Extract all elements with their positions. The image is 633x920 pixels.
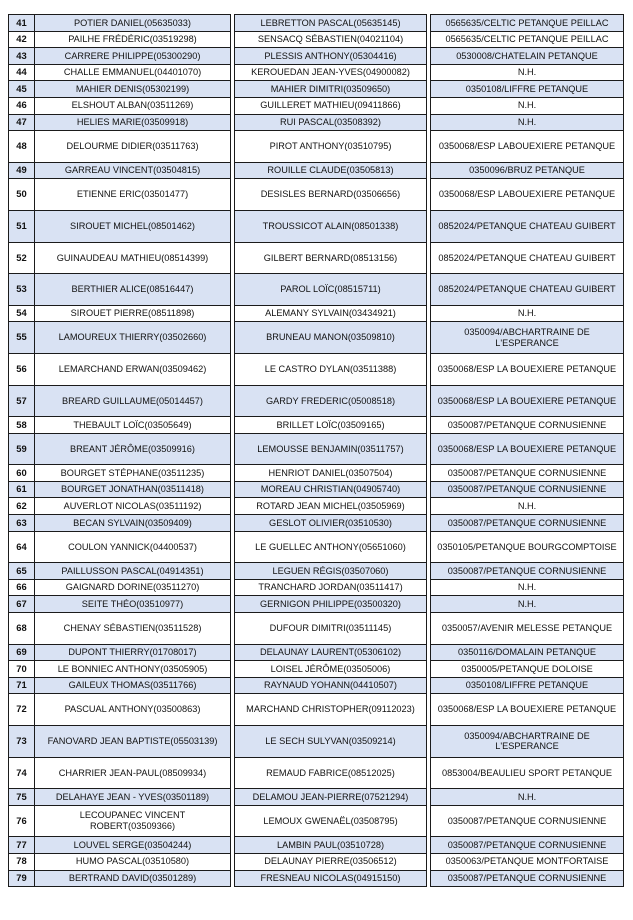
table-row bbox=[9, 805, 624, 837]
player-one-cell: ETIENNE ERIC(03501477) bbox=[35, 179, 231, 211]
club-cell: 0350087/PETANQUE CORNUSIENNE bbox=[431, 417, 624, 434]
team-number-cell: 62 bbox=[9, 498, 35, 515]
player-one-cell: COULON YANNICK(04400537) bbox=[35, 531, 231, 563]
team-number-cell: 77 bbox=[9, 837, 35, 854]
player-two-cell: PIROT ANTHONY(03510795) bbox=[235, 131, 427, 163]
player-one-cell: CHENAY SÉBASTIEN(03511528) bbox=[35, 613, 231, 645]
table-row bbox=[9, 515, 624, 532]
table-row bbox=[9, 789, 624, 806]
player-one-cell: LECOUPANEC VINCENT ROBERT(03509366) bbox=[35, 805, 231, 837]
player-two-cell: GESLOT OLIVIER(03510530) bbox=[235, 515, 427, 532]
player-one-cell: CHARRIER JEAN-PAUL(08509934) bbox=[35, 757, 231, 789]
player-one-cell: LAMOUREUX THIERRY(03502660) bbox=[35, 322, 231, 354]
team-number-cell: 61 bbox=[9, 481, 35, 498]
table-row bbox=[9, 179, 624, 211]
player-one-cell: DELOURME DIDIER(03511763) bbox=[35, 131, 231, 163]
club-cell: N.H. bbox=[431, 498, 624, 515]
team-number-cell: 44 bbox=[9, 64, 35, 81]
player-two-cell: GUILLERET MATHIEU(09411866) bbox=[235, 97, 427, 114]
table-row bbox=[9, 353, 624, 385]
team-number-cell: 68 bbox=[9, 613, 35, 645]
team-number-cell: 51 bbox=[9, 210, 35, 242]
player-one-cell: PASCUAL ANTHONY(03500863) bbox=[35, 694, 231, 726]
club-cell: 0350105/PETANQUE BOURGCOMPTOISE bbox=[431, 531, 624, 563]
club-cell: 0350108/LIFFRE PETANQUE bbox=[431, 677, 624, 694]
club-cell: 0350087/PETANQUE CORNUSIENNE bbox=[431, 563, 624, 580]
player-two-cell: GERNIGON PHILIPPE(03500320) bbox=[235, 596, 427, 613]
player-two-cell: ROUILLE CLAUDE(03505813) bbox=[235, 162, 427, 179]
player-one-cell: LE BONNIEC ANTHONY(03505905) bbox=[35, 661, 231, 678]
player-one-cell: SIROUET PIERRE(08511898) bbox=[35, 305, 231, 322]
team-number-cell: 73 bbox=[9, 726, 35, 758]
table-row bbox=[9, 64, 624, 81]
table-row bbox=[9, 837, 624, 854]
club-cell: 0350068/ESP LABOUEXIERE PETANQUE bbox=[431, 131, 624, 163]
club-cell: 0350057/AVENIR MELESSE PETANQUE bbox=[431, 613, 624, 645]
table-row bbox=[9, 322, 624, 354]
team-number-cell: 70 bbox=[9, 661, 35, 678]
table-row bbox=[9, 305, 624, 322]
club-cell: 0350087/PETANQUE CORNUSIENNE bbox=[431, 481, 624, 498]
player-one-cell: CARRERE PHILIPPE(05300290) bbox=[35, 48, 231, 65]
player-one-cell: BREARD GUILLAUME(05014457) bbox=[35, 385, 231, 417]
club-cell: 0350005/PETANQUE DOLOISE bbox=[431, 661, 624, 678]
player-two-cell: KEROUEDAN JEAN-YVES(04900082) bbox=[235, 64, 427, 81]
player-two-cell: FRESNEAU NICOLAS(04915150) bbox=[235, 870, 427, 887]
table-row bbox=[9, 210, 624, 242]
club-cell: N.H. bbox=[431, 97, 624, 114]
player-two-cell: REMAUD FABRICE(08512025) bbox=[235, 757, 427, 789]
table-row bbox=[9, 417, 624, 434]
team-number-cell: 71 bbox=[9, 677, 35, 694]
table-row bbox=[9, 97, 624, 114]
table-row bbox=[9, 677, 624, 694]
team-number-cell: 42 bbox=[9, 31, 35, 48]
team-number-cell: 74 bbox=[9, 757, 35, 789]
player-two-cell: ALEMANY SYLVAIN(03434921) bbox=[235, 305, 427, 322]
player-one-cell: HUMO PASCAL(03510580) bbox=[35, 853, 231, 870]
club-cell: 0350108/LIFFRE PETANQUE bbox=[431, 81, 624, 98]
player-one-cell: SIROUET MICHEL(08501462) bbox=[35, 210, 231, 242]
player-two-cell: LEMOUX GWENAËL(03508795) bbox=[235, 805, 427, 837]
table-row bbox=[9, 596, 624, 613]
player-two-cell: PAROL LOÏC(08515711) bbox=[235, 274, 427, 306]
table-row bbox=[9, 385, 624, 417]
player-two-cell: DESISLES BERNARD(03506656) bbox=[235, 179, 427, 211]
player-two-cell: LEMOUSSE BENJAMIN(03511757) bbox=[235, 433, 427, 465]
registration-sheet bbox=[8, 14, 623, 887]
player-two-cell: TRANCHARD JORDAN(03511417) bbox=[235, 579, 427, 596]
player-two-cell: DELAUNAY PIERRE(03506512) bbox=[235, 853, 427, 870]
player-two-cell: DUFOUR DIMITRI(03511145) bbox=[235, 613, 427, 645]
player-two-cell: SENSACQ SÉBASTIEN(04021104) bbox=[235, 31, 427, 48]
team-number-cell: 67 bbox=[9, 596, 35, 613]
club-cell: N.H. bbox=[431, 789, 624, 806]
table-row bbox=[9, 81, 624, 98]
table-row bbox=[9, 563, 624, 580]
player-one-cell: THEBAULT LOÏC(03505649) bbox=[35, 417, 231, 434]
team-number-cell: 46 bbox=[9, 97, 35, 114]
table-row bbox=[9, 726, 624, 758]
club-cell: 0852024/PETANQUE CHATEAU GUIBERT bbox=[431, 242, 624, 274]
table-row bbox=[9, 274, 624, 306]
player-one-cell: BERTHIER ALICE(08516447) bbox=[35, 274, 231, 306]
club-cell: 0350068/ESP LA BOUEXIERE PETANQUE bbox=[431, 433, 624, 465]
player-two-cell: LE SECH SULYVAN(03509214) bbox=[235, 726, 427, 758]
table-row bbox=[9, 481, 624, 498]
club-cell: 0350087/PETANQUE CORNUSIENNE bbox=[431, 837, 624, 854]
player-two-cell: LEBRETTON PASCAL(05635145) bbox=[235, 15, 427, 32]
table-row bbox=[9, 498, 624, 515]
player-one-cell: GARREAU VINCENT(03504815) bbox=[35, 162, 231, 179]
club-cell: 0350087/PETANQUE CORNUSIENNE bbox=[431, 515, 624, 532]
player-two-cell: LAMBIN PAUL(03510728) bbox=[235, 837, 427, 854]
player-two-cell: PLESSIS ANTHONY(05304416) bbox=[235, 48, 427, 65]
team-number-cell: 75 bbox=[9, 789, 35, 806]
player-two-cell: TROUSSICOT ALAIN(08501338) bbox=[235, 210, 427, 242]
player-two-cell: LOISEL JÉRÔME(03505006) bbox=[235, 661, 427, 678]
player-one-cell: BERTRAND DAVID(03501289) bbox=[35, 870, 231, 887]
team-number-cell: 58 bbox=[9, 417, 35, 434]
club-cell: 0350087/PETANQUE CORNUSIENNE bbox=[431, 465, 624, 482]
table-row bbox=[9, 579, 624, 596]
club-cell: 0530008/CHATELAIN PETANQUE bbox=[431, 48, 624, 65]
club-cell: N.H. bbox=[431, 305, 624, 322]
team-number-cell: 52 bbox=[9, 242, 35, 274]
club-cell: 0350087/PETANQUE CORNUSIENNE bbox=[431, 805, 624, 837]
club-cell: 0350068/ESP LABOUEXIERE PETANQUE bbox=[431, 179, 624, 211]
team-number-cell: 55 bbox=[9, 322, 35, 354]
table-row bbox=[9, 531, 624, 563]
team-registration-table bbox=[8, 14, 624, 887]
club-cell: 0853004/BEAULIEU SPORT PETANQUE bbox=[431, 757, 624, 789]
team-number-cell: 76 bbox=[9, 805, 35, 837]
table-row bbox=[9, 15, 624, 32]
team-number-cell: 56 bbox=[9, 353, 35, 385]
team-number-cell: 63 bbox=[9, 515, 35, 532]
player-one-cell: GUINAUDEAU MATHIEU(08514399) bbox=[35, 242, 231, 274]
table-row bbox=[9, 694, 624, 726]
player-two-cell: RUI PASCAL(03508392) bbox=[235, 114, 427, 131]
player-two-cell: GARDY FREDERIC(05008518) bbox=[235, 385, 427, 417]
club-cell: 0350068/ESP LA BOUEXIERE PETANQUE bbox=[431, 385, 624, 417]
club-cell: 0565635/CELTIC PETANQUE PEILLAC bbox=[431, 31, 624, 48]
club-cell: 0565635/CELTIC PETANQUE PEILLAC bbox=[431, 15, 624, 32]
team-number-cell: 72 bbox=[9, 694, 35, 726]
player-one-cell: BECAN SYLVAIN(03509409) bbox=[35, 515, 231, 532]
player-one-cell: LOUVEL SERGE(03504244) bbox=[35, 837, 231, 854]
team-number-cell: 69 bbox=[9, 644, 35, 661]
club-cell: 0350094/ABCHARTRAINE DE L'ESPERANCE bbox=[431, 322, 624, 354]
player-one-cell: GAILEUX THOMAS(03511766) bbox=[35, 677, 231, 694]
team-number-cell: 53 bbox=[9, 274, 35, 306]
table-row bbox=[9, 853, 624, 870]
player-two-cell: GILBERT BERNARD(08513156) bbox=[235, 242, 427, 274]
team-number-cell: 54 bbox=[9, 305, 35, 322]
player-two-cell: MARCHAND CHRISTOPHER(09112023) bbox=[235, 694, 427, 726]
table-body bbox=[9, 15, 624, 887]
club-cell: N.H. bbox=[431, 64, 624, 81]
player-one-cell: BOURGET JONATHAN(03511418) bbox=[35, 481, 231, 498]
team-number-cell: 64 bbox=[9, 531, 35, 563]
team-number-cell: 47 bbox=[9, 114, 35, 131]
player-two-cell: LEGUEN RÉGIS(03507060) bbox=[235, 563, 427, 580]
club-cell: 0350068/ESP LA BOUEXIERE PETANQUE bbox=[431, 694, 624, 726]
table-row bbox=[9, 162, 624, 179]
team-number-cell: 60 bbox=[9, 465, 35, 482]
table-row bbox=[9, 870, 624, 887]
table-row bbox=[9, 131, 624, 163]
player-two-cell: LE GUELLEC ANTHONY(05651060) bbox=[235, 531, 427, 563]
team-number-cell: 48 bbox=[9, 131, 35, 163]
table-row bbox=[9, 465, 624, 482]
table-row bbox=[9, 433, 624, 465]
team-number-cell: 41 bbox=[9, 15, 35, 32]
club-cell: 0350068/ESP LA BOUEXIERE PETANQUE bbox=[431, 353, 624, 385]
player-one-cell: ELSHOUT ALBAN(03511269) bbox=[35, 97, 231, 114]
team-number-cell: 65 bbox=[9, 563, 35, 580]
player-one-cell: HELIES MARIE(03509918) bbox=[35, 114, 231, 131]
club-cell: N.H. bbox=[431, 579, 624, 596]
player-two-cell: DELAMOU JEAN-PIERRE(07521294) bbox=[235, 789, 427, 806]
table-row bbox=[9, 613, 624, 645]
table-row bbox=[9, 31, 624, 48]
table-row bbox=[9, 114, 624, 131]
table-row bbox=[9, 757, 624, 789]
player-one-cell: DELAHAYE JEAN - YVES(03501189) bbox=[35, 789, 231, 806]
player-two-cell: BRILLET LOÏC(03509165) bbox=[235, 417, 427, 434]
player-two-cell: MAHIER DIMITRI(03509650) bbox=[235, 81, 427, 98]
player-one-cell: SEITE THÉO(03510977) bbox=[35, 596, 231, 613]
team-number-cell: 66 bbox=[9, 579, 35, 596]
player-two-cell: BRUNEAU MANON(03509810) bbox=[235, 322, 427, 354]
player-one-cell: POTIER DANIEL(05635033) bbox=[35, 15, 231, 32]
team-number-cell: 50 bbox=[9, 179, 35, 211]
player-one-cell: PAILHE FRÉDÉRIC(03519298) bbox=[35, 31, 231, 48]
player-two-cell: DELAUNAY LAURENT(05306102) bbox=[235, 644, 427, 661]
club-cell: 0350087/PETANQUE CORNUSIENNE bbox=[431, 870, 624, 887]
team-number-cell: 79 bbox=[9, 870, 35, 887]
player-one-cell: BOURGET STÉPHANE(03511235) bbox=[35, 465, 231, 482]
player-two-cell: ROTARD JEAN MICHEL(03505969) bbox=[235, 498, 427, 515]
player-one-cell: LEMARCHAND ERWAN(03509462) bbox=[35, 353, 231, 385]
table-row bbox=[9, 661, 624, 678]
table-row bbox=[9, 48, 624, 65]
player-one-cell: DUPONT THIERRY(01708017) bbox=[35, 644, 231, 661]
team-number-cell: 57 bbox=[9, 385, 35, 417]
club-cell: 0852024/PETANQUE CHATEAU GUIBERT bbox=[431, 274, 624, 306]
player-two-cell: MOREAU CHRISTIAN(04905740) bbox=[235, 481, 427, 498]
player-two-cell: HENRIOT DANIEL(03507504) bbox=[235, 465, 427, 482]
club-cell: 0350063/PETANQUE MONTFORTAISE bbox=[431, 853, 624, 870]
player-one-cell: MAHIER DENIS(05302199) bbox=[35, 81, 231, 98]
club-cell: 0852024/PETANQUE CHATEAU GUIBERT bbox=[431, 210, 624, 242]
team-number-cell: 43 bbox=[9, 48, 35, 65]
player-one-cell: FANOVARD JEAN BAPTISTE(05503139) bbox=[35, 726, 231, 758]
table-row bbox=[9, 644, 624, 661]
club-cell: 0350096/BRUZ PETANQUE bbox=[431, 162, 624, 179]
player-two-cell: RAYNAUD YOHANN(04410507) bbox=[235, 677, 427, 694]
player-one-cell: AUVERLOT NICOLAS(03511192) bbox=[35, 498, 231, 515]
player-one-cell: CHALLE EMMANUEL(04401070) bbox=[35, 64, 231, 81]
club-cell: 0350116/DOMALAIN PETANQUE bbox=[431, 644, 624, 661]
club-cell: 0350094/ABCHARTRAINE DE L'ESPERANCE bbox=[431, 726, 624, 758]
player-two-cell: LE CASTRO DYLAN(03511388) bbox=[235, 353, 427, 385]
table-row bbox=[9, 242, 624, 274]
team-number-cell: 78 bbox=[9, 853, 35, 870]
team-number-cell: 45 bbox=[9, 81, 35, 98]
player-one-cell: BREANT JÉRÔME(03509916) bbox=[35, 433, 231, 465]
club-cell: N.H. bbox=[431, 596, 624, 613]
team-number-cell: 59 bbox=[9, 433, 35, 465]
club-cell: N.H. bbox=[431, 114, 624, 131]
team-number-cell: 49 bbox=[9, 162, 35, 179]
player-one-cell: PAILLUSSON PASCAL(04914351) bbox=[35, 563, 231, 580]
player-one-cell: GAIGNARD DORINE(03511270) bbox=[35, 579, 231, 596]
